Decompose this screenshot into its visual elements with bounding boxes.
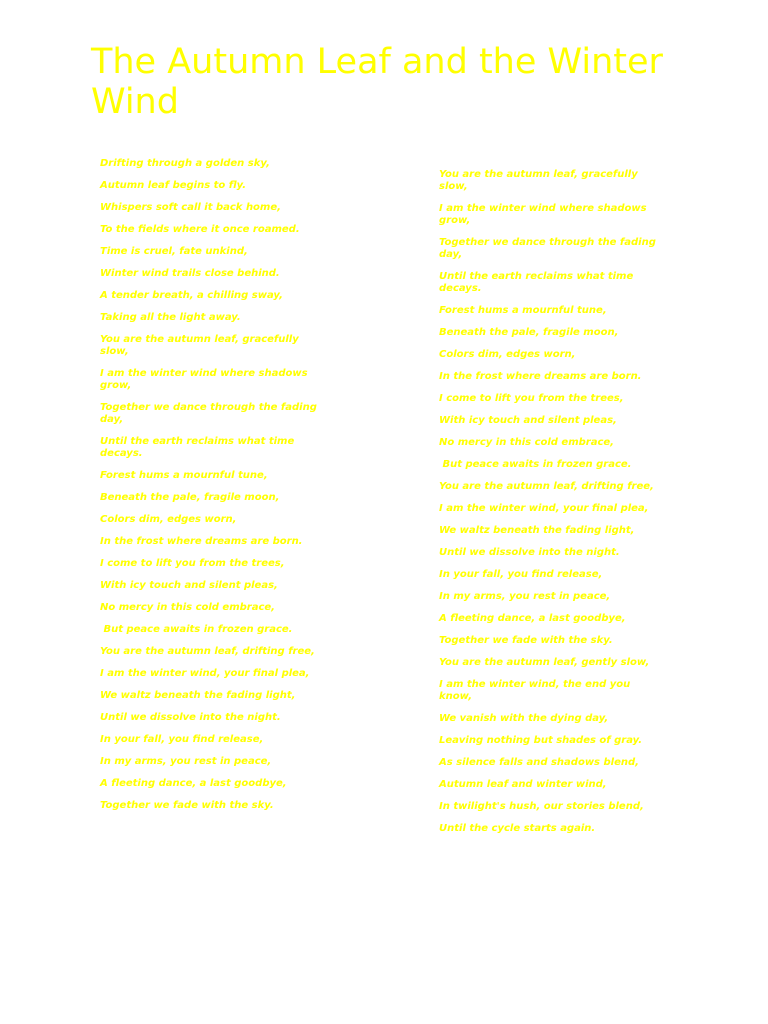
poem-line: Until the earth reclaims what time decays. xyxy=(100,436,298,459)
poem-line: Together we fade with the sky. xyxy=(439,635,613,646)
poem-line: With icy touch and silent pleas, xyxy=(439,415,617,426)
poem-line: In your fall, you find release, xyxy=(100,734,264,745)
poem-line: With icy touch and silent pleas, xyxy=(100,580,278,591)
poem-line: You are the autumn leaf, drifting free, xyxy=(100,646,315,657)
poem-line: Together we fade with the sky. xyxy=(100,800,274,811)
poem-line: No mercy in this cold embrace, xyxy=(439,437,614,448)
poem-line: You are the autumn leaf, gracefully slow, xyxy=(439,169,642,192)
poem-line: I am the winter wind where shadows grow, xyxy=(100,368,312,391)
poem-line: Beneath the pale, fragile moon, xyxy=(100,492,280,503)
poem-line: We waltz beneath the fading light, xyxy=(100,690,296,701)
poem-line: Beneath the pale, fragile moon, xyxy=(439,327,619,338)
poem-line: I am the winter wind, your final plea, xyxy=(439,503,649,514)
poem-line: A fleeting dance, a last goodbye, xyxy=(100,778,287,789)
poem-line: A tender breath, a chilling sway, xyxy=(100,290,283,301)
poem-line: To the fields where it once roamed. xyxy=(100,224,300,235)
poem-line: Together we dance through the fading day, xyxy=(439,237,660,260)
poem-line: In the frost where dreams are born. xyxy=(439,371,642,382)
poem-line: In my arms, you rest in peace, xyxy=(439,591,611,602)
poem-line: I am the winter wind where shadows grow, xyxy=(439,203,651,226)
poem-line: Whispers soft call it back home, xyxy=(100,202,281,213)
poem-line: You are the autumn leaf, gently slow, xyxy=(439,657,650,668)
poem-line: You are the autumn leaf, drifting free, xyxy=(439,481,654,492)
poem-line: Leaving nothing but shades of gray. xyxy=(439,735,643,746)
poem-line: No mercy in this cold embrace, xyxy=(100,602,275,613)
poem-line: Time is cruel, fate unkind, xyxy=(100,246,248,257)
poem-line: In twilight's hush, our stories blend, xyxy=(439,801,644,812)
poem-line: Until the earth reclaims what time decays. xyxy=(439,271,637,294)
poem-line: A fleeting dance, a last goodbye, xyxy=(439,613,626,624)
poem-line: I am the winter wind, your final plea, xyxy=(100,668,310,679)
poem-line: Drifting through a golden sky, xyxy=(100,158,270,169)
poem-line: Colors dim, edges worn, xyxy=(100,514,237,525)
poem-line: Winter wind trails close behind. xyxy=(100,268,280,279)
poem-line: But peace awaits in frozen grace. xyxy=(100,624,293,635)
poem-line: Taking all the light away. xyxy=(100,312,241,323)
poem-line: Colors dim, edges worn, xyxy=(439,349,576,360)
poem-line: In my arms, you rest in peace, xyxy=(100,756,272,767)
poem-line: I come to lift you from the trees, xyxy=(439,393,624,404)
poem-line: As silence falls and shadows blend, xyxy=(439,757,639,768)
poem-line: I am the winter wind, the end you know, xyxy=(439,679,634,702)
poem-line: We waltz beneath the fading light, xyxy=(439,525,635,536)
poem-line: Until the cycle starts again. xyxy=(439,823,596,834)
poem-line: Autumn leaf and winter wind, xyxy=(439,779,607,790)
poem-line: Until we dissolve into the night. xyxy=(439,547,620,558)
poem-line: But peace awaits in frozen grace. xyxy=(439,459,632,470)
poem-line: We vanish with the dying day, xyxy=(439,713,609,724)
page-title: The Autumn Leaf and the Winter Wind xyxy=(91,42,663,122)
poem-line: I come to lift you from the trees, xyxy=(100,558,285,569)
poem-column-left xyxy=(100,158,320,822)
poem-line: Together we dance through the fading day, xyxy=(100,402,321,425)
poem-line: Autumn leaf begins to fly. xyxy=(100,180,247,191)
poem-line: You are the autumn leaf, gracefully slow, xyxy=(100,334,303,357)
poem-line: Forest hums a mournful tune, xyxy=(100,470,268,481)
poem-line: In the frost where dreams are born. xyxy=(100,536,303,547)
poem-line: Forest hums a mournful tune, xyxy=(439,305,607,316)
poem-line: In your fall, you find release, xyxy=(439,569,603,580)
poem-column-right xyxy=(439,169,661,845)
poem-line: Until we dissolve into the night. xyxy=(100,712,281,723)
